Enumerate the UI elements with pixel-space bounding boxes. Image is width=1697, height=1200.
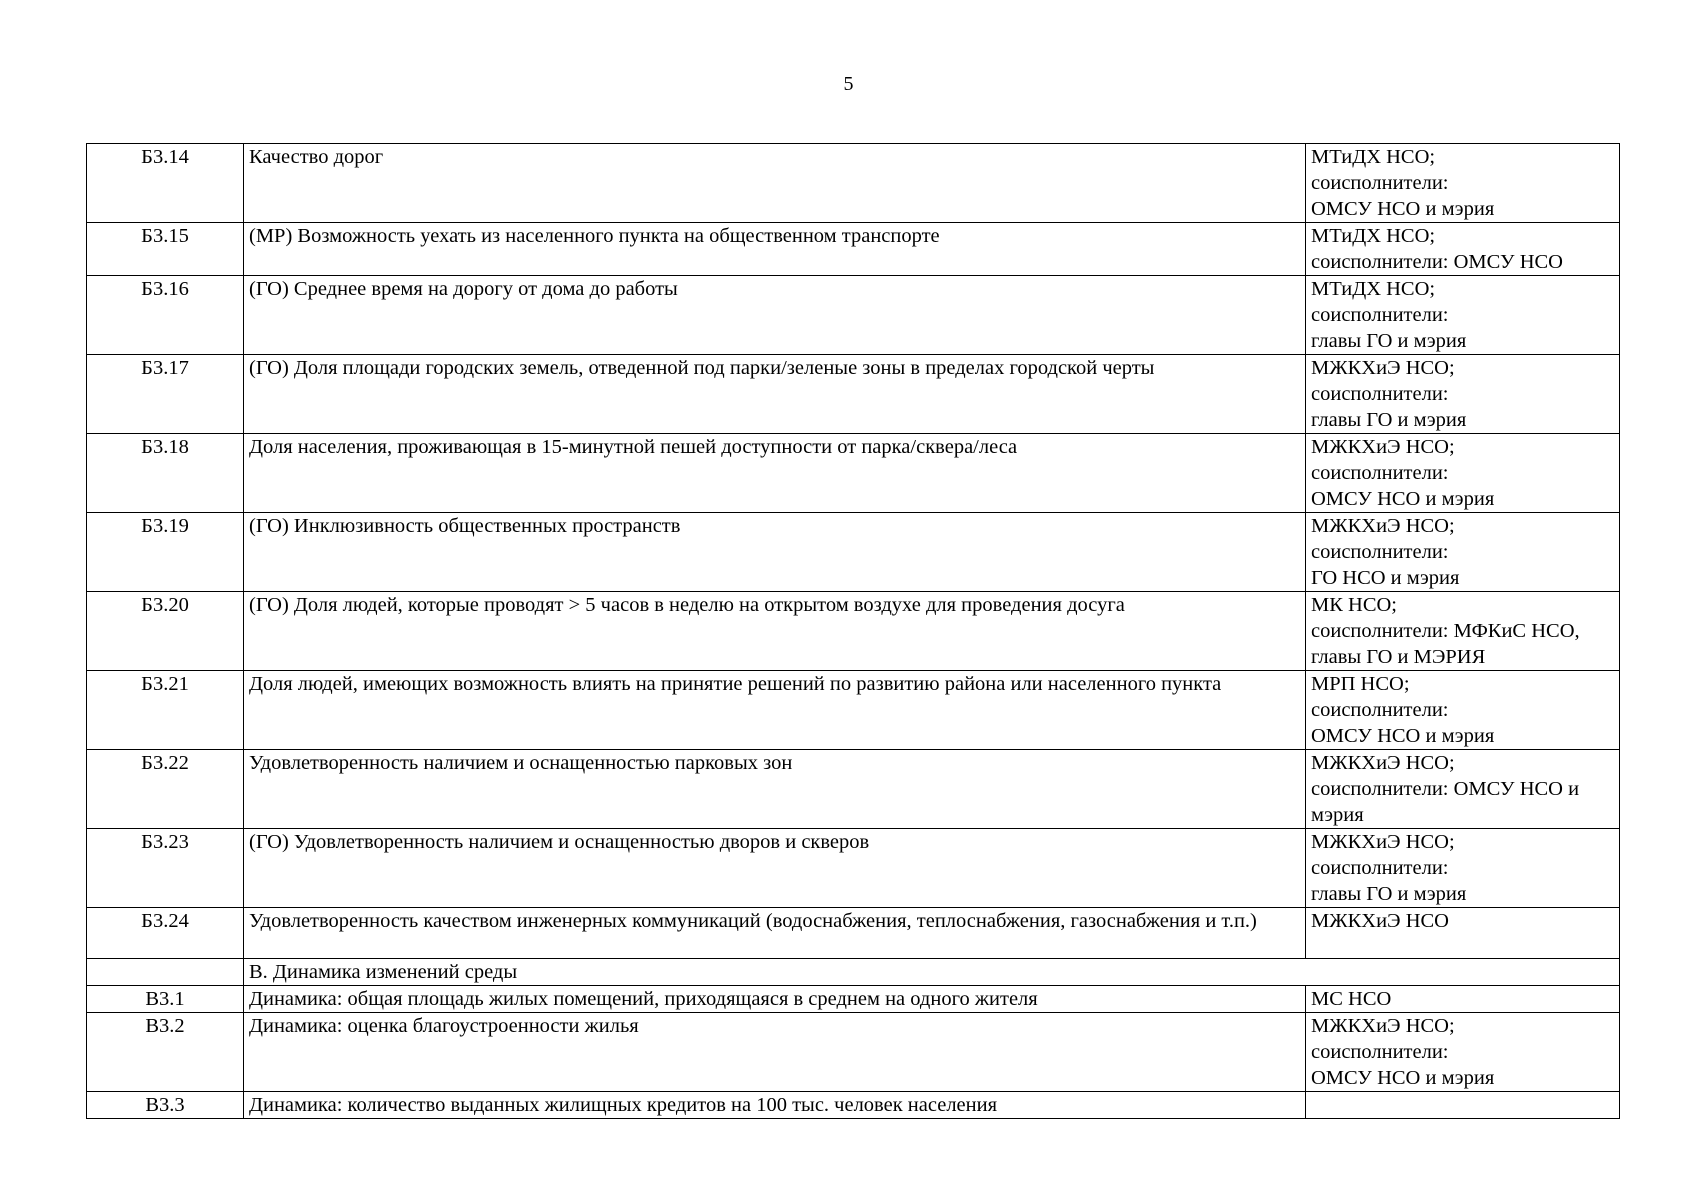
table-row — [87, 671, 1620, 750]
row-indicator: Динамика: количество выданных жилищных кредитов на 100 тыс. человек населения — [244, 1092, 1306, 1119]
executor-line: ОМСУ НСО и мэрия — [1311, 198, 1495, 220]
row-executor — [1306, 355, 1620, 434]
row-executor — [1306, 1092, 1620, 1119]
executor-line: МЖКХиЭ НСО; — [1311, 1015, 1455, 1037]
row-indicator: (ГО) Среднее время на дорогу от дома до работы — [244, 276, 1306, 355]
executor-line: МТиДХ НСО; — [1311, 278, 1436, 300]
executor-line: соисполнители: — [1311, 304, 1449, 326]
row-code: В3.3 — [87, 1092, 244, 1119]
table-row — [87, 223, 1620, 276]
row-indicator: (ГО) Доля площади городских земель, отведенной под парки/зеленые зоны в пределах городской черты — [244, 355, 1306, 434]
indicators-table — [86, 143, 1620, 1119]
table-row — [87, 434, 1620, 513]
row-indicator: Динамика: оценка благоустроенности жилья — [244, 1013, 1306, 1092]
executor-line: МЖКХиЭ НСО; — [1311, 357, 1455, 379]
executor-line: ОМСУ НСО и мэрия — [1311, 725, 1495, 747]
executor-line: МЖКХиЭ НСО; — [1311, 831, 1455, 853]
executor-line: соисполнители: МФКиС НСО, — [1311, 620, 1580, 642]
executor-line: соисполнители: — [1311, 172, 1449, 194]
row-executor — [1306, 434, 1620, 513]
executor-line: соисполнители: — [1311, 383, 1449, 405]
page-number: 5 — [843, 73, 854, 95]
row-code: Б3.18 — [87, 434, 244, 513]
row-indicator: (ГО) Доля людей, которые проводят > 5 часов в неделю на открытом воздухе для проведения досуга — [244, 592, 1306, 671]
row-executor — [1306, 750, 1620, 829]
row-indicator: (ГО) Инклюзивность общественных пространств — [244, 513, 1306, 592]
row-executor — [1306, 223, 1620, 276]
section-heading: В. Динамика изменений среды — [244, 959, 1620, 986]
row-executor — [1306, 829, 1620, 908]
row-code: Б3.20 — [87, 592, 244, 671]
row-executor — [1306, 513, 1620, 592]
table-row — [87, 355, 1620, 434]
row-indicator: Доля населения, проживающая в 15-минутной пешей доступности от парка/сквера/леса — [244, 434, 1306, 513]
executor-line: МЖКХиЭ НСО — [1311, 910, 1449, 932]
row-code: Б3.16 — [87, 276, 244, 355]
executor-line: МК НСО; — [1311, 594, 1398, 616]
executor-line: соисполнители: ОМСУ НСО и — [1311, 778, 1580, 800]
row-code: В3.1 — [87, 986, 244, 1013]
table-row — [87, 513, 1620, 592]
table-row — [87, 592, 1620, 671]
row-indicator: Качество дорог — [244, 144, 1306, 223]
row-indicator: Доля людей, имеющих возможность влиять на принятие решений по развитию района или населенного пункта — [244, 671, 1306, 750]
executor-line: соисполнители: — [1311, 699, 1449, 721]
table-row — [87, 750, 1620, 829]
section-heading-empty-cell — [87, 959, 244, 986]
executor-line: МС НСО — [1311, 988, 1392, 1010]
row-executor — [1306, 908, 1620, 959]
row-code: Б3.22 — [87, 750, 244, 829]
row-indicator: Удовлетворенность качеством инженерных коммуникаций (водоснабжения, теплоснабжения, газоснабжения и т.п.) — [244, 908, 1306, 959]
executor-line: МЖКХиЭ НСО; — [1311, 436, 1455, 458]
table-row — [87, 276, 1620, 355]
row-executor — [1306, 592, 1620, 671]
executor-line: ОМСУ НСО и мэрия — [1311, 488, 1495, 510]
executor-line: главы ГО и мэрия — [1311, 330, 1467, 352]
executor-line: МТиДХ НСО; — [1311, 225, 1436, 247]
executor-line: соисполнители: — [1311, 541, 1449, 563]
executor-line: МТиДХ НСО; — [1311, 146, 1436, 168]
executor-line: соисполнители: — [1311, 857, 1449, 879]
row-code: Б3.14 — [87, 144, 244, 223]
row-executor — [1306, 671, 1620, 750]
table-row — [87, 1092, 1620, 1119]
row-code: В3.2 — [87, 1013, 244, 1092]
row-indicator: (МР) Возможность уехать из населенного пункта на общественном транспорте — [244, 223, 1306, 276]
table-row — [87, 829, 1620, 908]
row-code: Б3.15 — [87, 223, 244, 276]
row-executor — [1306, 986, 1620, 1013]
row-indicator: Динамика: общая площадь жилых помещений, приходящаяся в среднем на одного жителя — [244, 986, 1306, 1013]
executor-line: ОМСУ НСО и мэрия — [1311, 1067, 1495, 1089]
executor-line: соисполнители: — [1311, 1041, 1449, 1063]
executor-line: соисполнители: ОМСУ НСО — [1311, 251, 1563, 273]
row-indicator: (ГО) Удовлетворенность наличием и оснащенностью дворов и скверов — [244, 829, 1306, 908]
row-executor — [1306, 276, 1620, 355]
executor-line: МРП НСО; — [1311, 673, 1410, 695]
table-row — [87, 144, 1620, 223]
executor-line: соисполнители: — [1311, 462, 1449, 484]
row-indicator: Удовлетворенность наличием и оснащенностью парковых зон — [244, 750, 1306, 829]
row-code: Б3.23 — [87, 829, 244, 908]
table-row — [87, 1013, 1620, 1092]
row-code: Б3.19 — [87, 513, 244, 592]
table-row — [87, 986, 1620, 1013]
row-executor — [1306, 144, 1620, 223]
executor-line: главы ГО и мэрия — [1311, 409, 1467, 431]
row-executor — [1306, 1013, 1620, 1092]
row-code: Б3.21 — [87, 671, 244, 750]
table-row — [87, 908, 1620, 959]
section-heading-row — [87, 959, 1620, 986]
executor-line: главы ГО и мэрия — [1311, 883, 1467, 905]
row-code: Б3.24 — [87, 908, 244, 959]
executor-line: главы ГО и МЭРИЯ — [1311, 646, 1486, 668]
executor-line: мэрия — [1311, 804, 1364, 826]
row-code: Б3.17 — [87, 355, 244, 434]
executor-line: МЖКХиЭ НСО; — [1311, 515, 1455, 537]
executor-line: ГО НСО и мэрия — [1311, 567, 1460, 589]
executor-line: МЖКХиЭ НСО; — [1311, 752, 1455, 774]
